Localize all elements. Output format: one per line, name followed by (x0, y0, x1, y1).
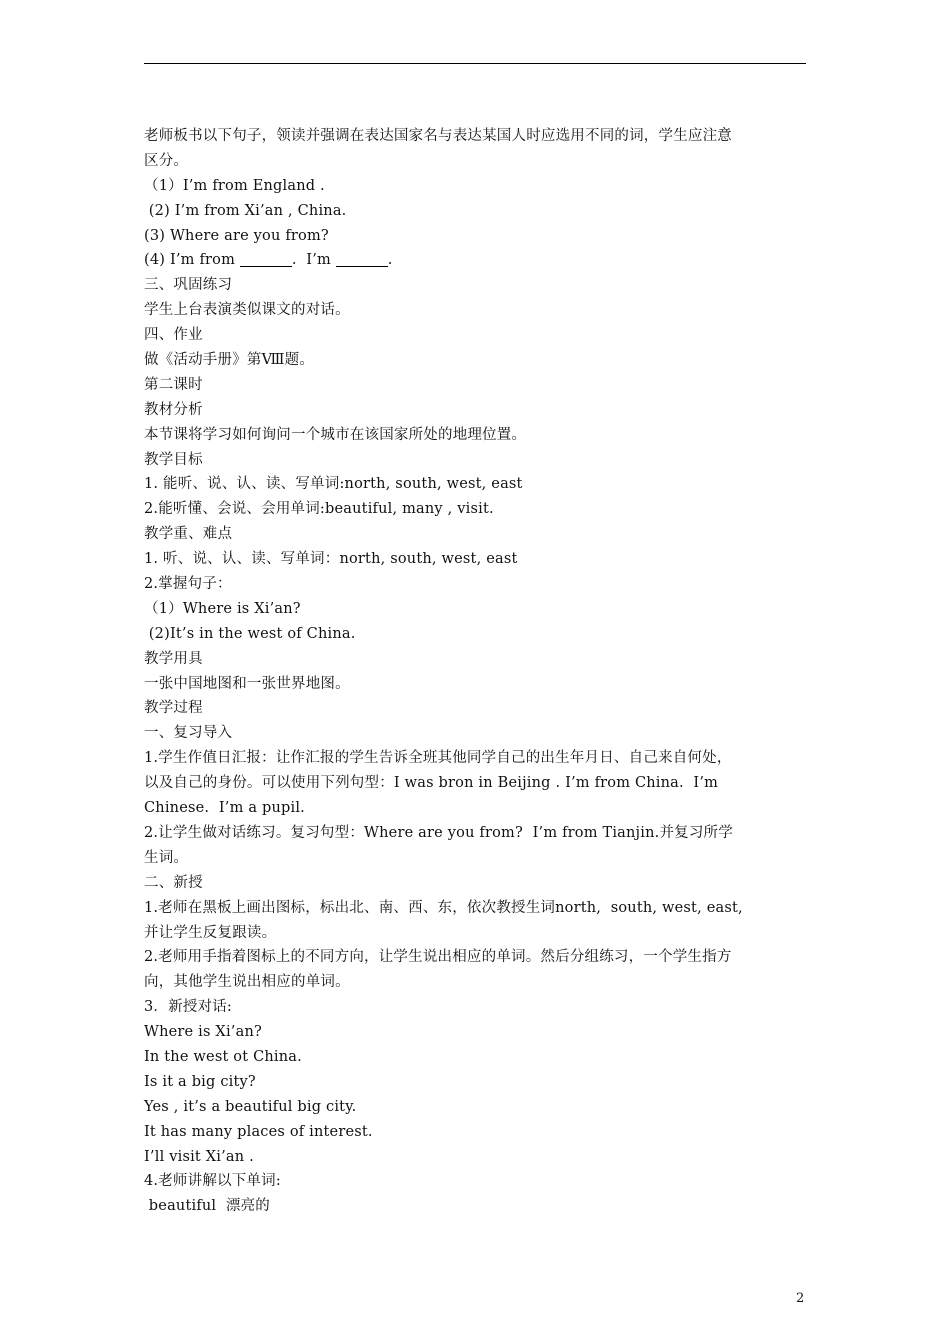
lesson-heading: 第二课时 (144, 376, 203, 393)
section-heading: 教学目标 (144, 451, 203, 468)
fill-in-sentence (144, 248, 814, 273)
example-sentence: (2)It’s in the west of China. (144, 625, 356, 642)
section-heading: 一、复习导入 (144, 725, 233, 742)
paragraph-line: 3．新授对话: (144, 999, 233, 1016)
fill-in-blank (336, 249, 388, 267)
paragraph-line: 老师板书以下句子，领读并强调在表达国家名与表达某国人时应选用不同的词，学生应注意 (144, 128, 732, 144)
dialogue-line: Is it a big city? (144, 1073, 256, 1090)
section-heading: 教材分析 (144, 401, 203, 418)
dialogue-line: It has many places of interest. (144, 1123, 373, 1140)
fill-in-prefix: (4) I’m from (144, 252, 240, 269)
example-sentence: (3) Where are you from? (144, 227, 329, 244)
paragraph-line: 区分。 (144, 152, 189, 169)
paragraph-line: 1.学生作值日汇报：让作汇报的学生告诉全班其他同学自己的出生年月日、自己来自何处， (144, 750, 732, 767)
paragraph-line: 2.让学生做对话练习。复习句型：Where are you from? I’m from Tianjin.并复习所学 (144, 824, 733, 841)
dialogue-line: Where is Xi’an? (144, 1024, 262, 1041)
paragraph-line: 一张中国地图和一张世界地图。 (144, 675, 350, 692)
fill-in-dot: . (387, 252, 393, 269)
paragraph-line: 2.老师用手指着图标上的不同方向，让学生说出相应的单词。然后分组练习，一个学生指方 (144, 949, 732, 966)
example-sentence: (2) I’m from Xi’an , China. (144, 202, 347, 219)
list-item: 2.掌握句子： (144, 576, 232, 593)
paragraph-line: 以及自己的身份。可以使用下列句型：I was bron in Beijing . I’m from China. I’m (144, 775, 719, 792)
paragraph-line: 本节课将学习如何询问一个城市在该国家所处的地理位置。 (144, 426, 527, 443)
paragraph-line: 1.老师在黑板上画出图标，标出北、南、西、东，依次教授生词north, south, west, east, (144, 899, 743, 916)
example-sentence: （1）Where is Xi’an? (144, 600, 301, 617)
paragraph-line: 做《活动手册》第Ⅷ题。 (144, 352, 315, 369)
dialogue-line: Yes , it’s a beautiful big city. (144, 1098, 357, 1115)
paragraph-line: 并让学生反复跟读。 (144, 924, 277, 941)
example-sentence: （1）I’m from England . (144, 177, 325, 194)
page-number: 2 (796, 1291, 805, 1306)
paragraph-line: Chinese. I’m a pupil. (144, 800, 305, 817)
list-item: 1. 能听、说、认、读、写单词:north, south, west, east (144, 476, 523, 493)
list-item: 2.能听懂、会说、会用单词:beautiful, many , visit. (144, 501, 494, 518)
dialogue-line: I’ll visit Xi’an . (144, 1148, 254, 1165)
fill-in-dot: . (291, 252, 297, 269)
paragraph-line: 向，其他学生说出相应的单词。 (144, 974, 350, 991)
list-item: 1. 听、说、认、读、写单词：north, south, west, east (144, 551, 518, 568)
section-heading: 教学重、难点 (144, 526, 233, 543)
section-heading: 二、新授 (144, 874, 203, 891)
section-heading: 四、作业 (144, 327, 203, 344)
fill-in-blank (240, 249, 292, 267)
paragraph-line: 学生上台表演类似课文的对话。 (144, 302, 350, 319)
section-heading: 教学用具 (144, 650, 203, 667)
paragraph-line: 4.老师讲解以下单词: (144, 1173, 281, 1190)
dialogue-line: In the west ot China. (144, 1048, 302, 1065)
body-text (144, 124, 814, 1219)
paragraph-line: 生词。 (144, 849, 189, 866)
header-rule (144, 63, 806, 64)
vocabulary-item: beautiful 漂亮的 (144, 1198, 270, 1215)
section-heading: 三、巩固练习 (144, 277, 233, 294)
section-heading: 教学过程 (144, 700, 203, 717)
fill-in-middle: I’m (296, 252, 336, 269)
